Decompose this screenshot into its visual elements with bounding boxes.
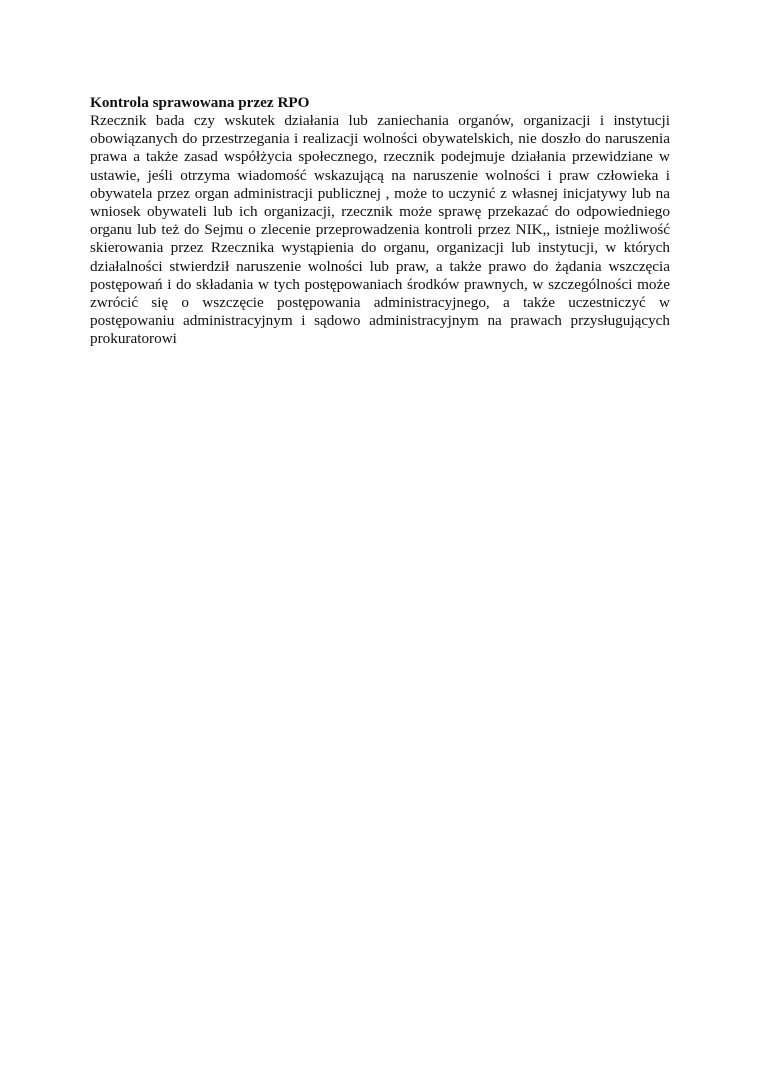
document-title: Kontrola sprawowana przez RPO bbox=[90, 94, 310, 111]
document-content bbox=[90, 94, 670, 349]
document-body-paragraph: Rzecznik bada czy wskutek działania lub zaniechania organów, organizacji i instytucji obowiązanych do przestrzegania i realizacji wolności obywatelskich, nie doszło do naruszenia prawa a także zasad współżycia społecznego, rzecznik podejmuje działania przewidziane w ustawie, jeśli otrzyma wiadomość wskazującą na naruszenie wolności i praw człowieka i obywatela przez organ administracji publicznej , może to uczynić z własnej inicjatywy lub na wniosek obywateli lub ich organizacji, rzecznik może sprawę przekazać do odpowiedniego organu lub też do Sejmu o zlecenie przeprowadzenia kontroli przez NIK,, istnieje możliwość skierowania przez Rzecznika wystąpienia do organu, organizacji lub instytucji, w których działalności stwierdził naruszenie wolności lub praw, a także prawo do żądania wszczęcia postępowań i do składania w tych postępowaniach środków prawnych, w szczególności może zwrócić się o wszczęcie postępowania administracyjnego, a także uczestniczyć w postępowaniu administracyjnym i sądowo administracyjnym na prawach przysługujących prokuratorowi bbox=[90, 112, 670, 348]
